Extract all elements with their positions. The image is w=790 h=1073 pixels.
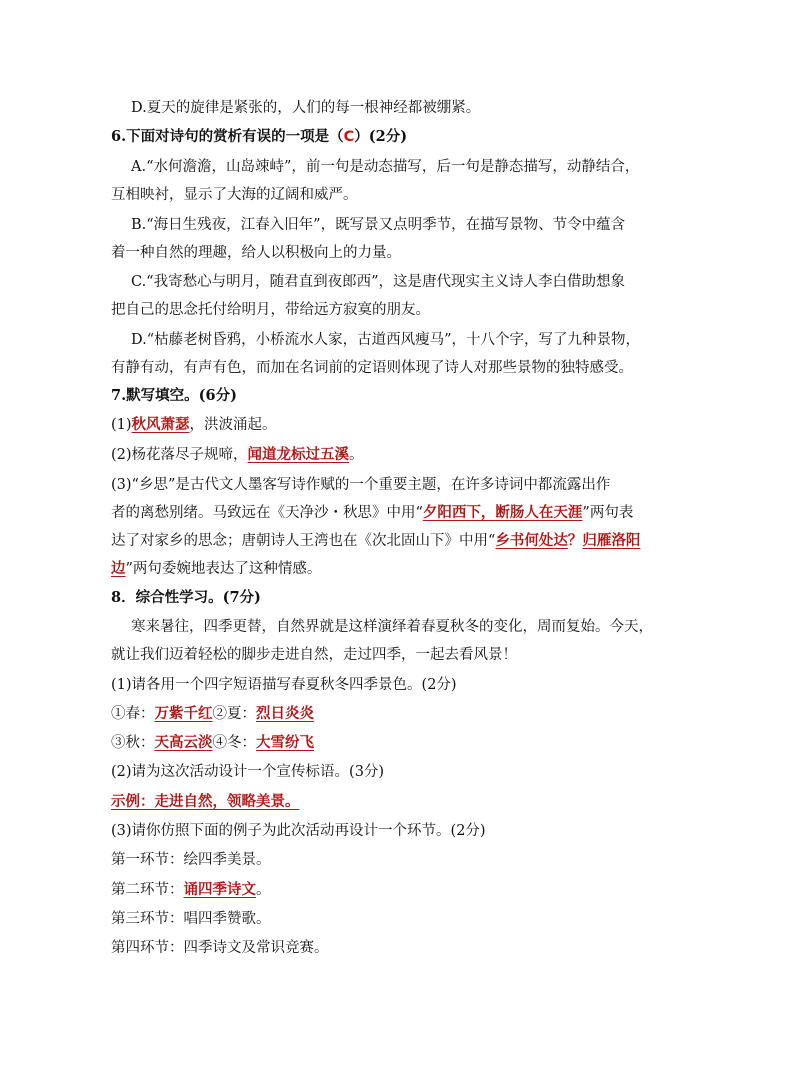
q8-part-2-answer: 示例：走进自然，领略美景。 xyxy=(111,793,300,810)
q7-item-3-text-b: ”两句表 xyxy=(582,505,634,521)
q6-option-c: C.“我寄愁心与明月，随君直到夜郎西”，这是唐代现实主义诗人李白借助想象 xyxy=(131,274,626,290)
q6-option-c-cont: 把自己的思念托付给明月，带给远方寂寞的朋友。 xyxy=(111,302,430,318)
q7-item-1-text: ，洪波涌起。 xyxy=(189,417,277,433)
q8-part-2: (2)请为这次活动设计一个宣传标语。(3分) xyxy=(111,764,385,780)
option-d-previous: D.夏天的旋律是紧张的，人们的每一根神经都被绷紧。 xyxy=(131,100,481,116)
q7-item-3-question-mark: ？ xyxy=(567,532,583,549)
spring-answer: 万紫千红 xyxy=(154,705,213,722)
q6-stem xyxy=(111,127,407,147)
q7-item-2-answer: 闻道龙标过五溪 xyxy=(247,446,350,463)
q7-item-3-text-a: 者的离愁别绪。马致远在《天净沙・秋思》中用“ xyxy=(111,505,423,521)
q6-answer: C xyxy=(343,129,355,145)
stage-2-answer: 诵四季诗文 xyxy=(183,881,256,898)
q8-intro-cont: 就让我们迈着轻松的脚步走进自然，走过四季，一起去看风景！ xyxy=(111,647,517,663)
q8-title: 8．综合性学习。(7分) xyxy=(111,589,261,606)
q7-item-2-end: 。 xyxy=(349,447,364,463)
q7-item-3-answer-2a: 乡书何处达 xyxy=(495,532,568,549)
q7-item-1-answer: 秋风萧瑟 xyxy=(131,416,190,433)
spring-label: ①春： xyxy=(111,706,155,722)
q7-item-3-line-4 xyxy=(111,559,321,579)
q8-part-3: (3)请你仿照下面的例子为此次活动再设计一个环节。(2分) xyxy=(111,823,486,839)
q7-item-3-answer-2c: 边 xyxy=(111,560,126,577)
autumn-answer: 天高云淡 xyxy=(154,734,213,751)
stage-1: 第一环节：绘四季美景。 xyxy=(111,852,271,868)
q7-item-3-line-2 xyxy=(111,503,633,523)
q6-option-a-cont: 互相映衬，显示了大海的辽阔和威严。 xyxy=(111,187,358,203)
q7-item-3-answer-2b: 归雁洛阳 xyxy=(582,532,641,549)
q7-item-1-number: (1) xyxy=(111,417,132,433)
q7-item-3-text-c: 达了对家乡的思念；唐朝诗人王湾也在《次北固山下》中用“ xyxy=(111,533,496,549)
stage-2-end: 。 xyxy=(256,882,271,898)
q7-item-2 xyxy=(111,445,364,465)
q6-option-d-cont: 有静有动，有声有色，而加在名词前的定语则体现了诗人对那些景物的独特感受。 xyxy=(111,360,633,376)
q6-option-a: A.“水何澹澹，山岛竦峙”，前一句是动态描写，后一句是静态描写，动静结合， xyxy=(131,159,640,175)
q7-item-3-text-d: ”两句委婉地表达了这种情感。 xyxy=(125,561,322,577)
q6-option-b-cont: 着一种自然的理趣，给人以积极向上的力量。 xyxy=(111,245,401,261)
q8-intro: 寒来暑往，四季更替，自然界就是这样演绎着春夏秋冬的变化，周而复始。今天， xyxy=(131,619,653,635)
q7-item-3-line-3 xyxy=(111,531,640,551)
stage-2 xyxy=(111,880,271,900)
q6-option-b: B.“海日生残夜，江春入旧年”，既写景又点明季节，在描写景物、节令中蕴含 xyxy=(131,217,626,233)
q7-item-3-answer-1: 夕阳西下，断肠人在天涯 xyxy=(422,504,583,521)
q6-stem-text: 6.下面对诗句的赏析有误的一项是（ xyxy=(111,128,344,145)
winter-answer: 大雪纷飞 xyxy=(256,734,314,751)
q7-title: 7.默写填空。(6分) xyxy=(111,387,237,404)
stage-3: 第三环节：唱四季赞歌。 xyxy=(111,911,271,927)
q7-item-3-line-1: (3)“乡思”是古代文人墨客写诗作赋的一个重要主题，在许多诗词中都流露出作 xyxy=(111,477,611,493)
autumn-label: ③秋： xyxy=(111,735,155,751)
summer-answer: 烈日炎炎 xyxy=(256,705,314,722)
q6-stem-score: ）(2分) xyxy=(354,128,408,145)
stage-2-label: 第二环节： xyxy=(111,882,184,898)
q7-item-1 xyxy=(111,415,277,435)
summer-label: ②夏： xyxy=(212,706,256,722)
q8-seasons-row-1 xyxy=(111,704,314,724)
q8-seasons-row-2 xyxy=(111,733,314,753)
q6-option-d: D.“枯藤老树昏鸦，小桥流水人家，古道西风瘦马”，十八个字，写了九种景物， xyxy=(131,332,641,348)
q8-part-1: (1)请各用一个四字短语描写春夏秋冬四季景色。(2分) xyxy=(111,677,457,693)
stage-4: 第四环节：四季诗文及常识竞赛。 xyxy=(111,940,329,956)
q7-item-2-text: (2)杨花落尽子规啼， xyxy=(111,447,248,463)
winter-label: ④冬： xyxy=(212,735,256,751)
